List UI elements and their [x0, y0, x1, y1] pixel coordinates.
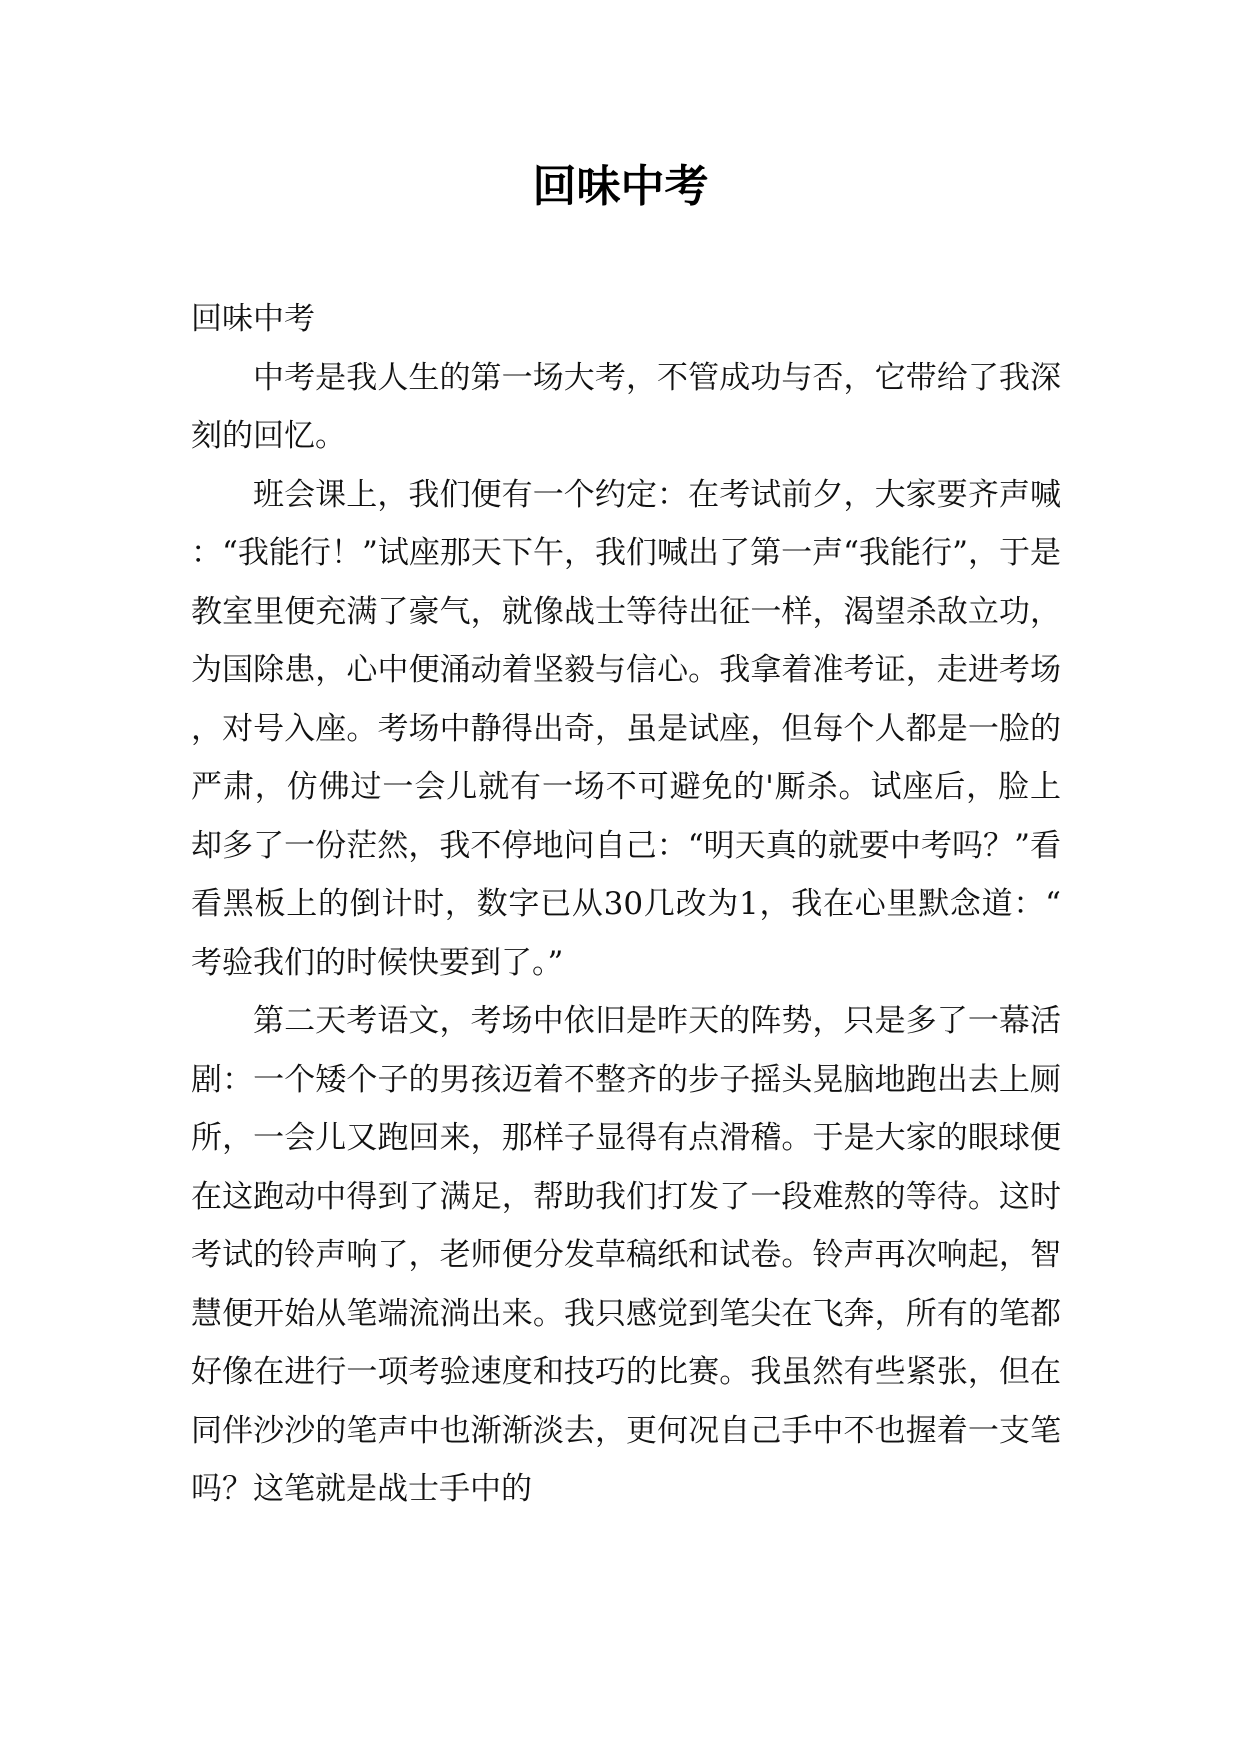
document-body [191, 290, 1061, 1519]
paragraph-3: 第二天考语文，考场中依旧是昨天的阵势，只是多了一幕活剧：一个矮个子的男孩迈着不整齐的步子摇头晃脑地跑出去上厕所，一会儿又跑回来，那样子显得有点滑稽。于是大家的眼球便在这跑动中得到了满足，帮助我们打发了一段难熬的等待。这时考试的铃声响了，老师便分发草稿纸和试卷。铃声再次响起，智慧便开始从笔端流淌出来。我只感觉到笔尖在飞奔，所有的笔都好像在进行一项考验速度和技巧的比赛。我虽然有些紧张，但在同伴沙沙的笔声中也渐渐淡去，更何况自己手中不也握着一支笔吗？这笔就是战士手中的 [191, 1003, 1061, 1507]
paragraph-2: 班会课上，我们便有一个约定：在考试前夕，大家要齐声喊：“我能行！”试座那天下午，我们喊出了第一声“我能行”，于是教室里便充满了豪气，就像战士等待出征一样，渴望杀敌立功，为国除患，心中便涌动着坚毅与信心。我拿着准考证，走进考场，对号入座。考场中静得出奇，虽是试座，但每个人都是一脸的严肃，仿佛过一会儿就有一场不可避免的'厮杀。试座后，脸上却多了一份茫然，我不停地问自己：“明天真的就要中考吗？”看看黑板上的倒计时，数字已从30几改为1，我在心里默念道：“考验我们的时候快要到了。” [191, 476, 1061, 981]
document-subtitle: 回味中考 [191, 301, 315, 337]
document-title: 回味中考 [532, 161, 709, 212]
paragraph-1: 中考是我人生的第一场大考，不管成功与否，它带给了我深刻的回忆。 [191, 359, 1061, 454]
